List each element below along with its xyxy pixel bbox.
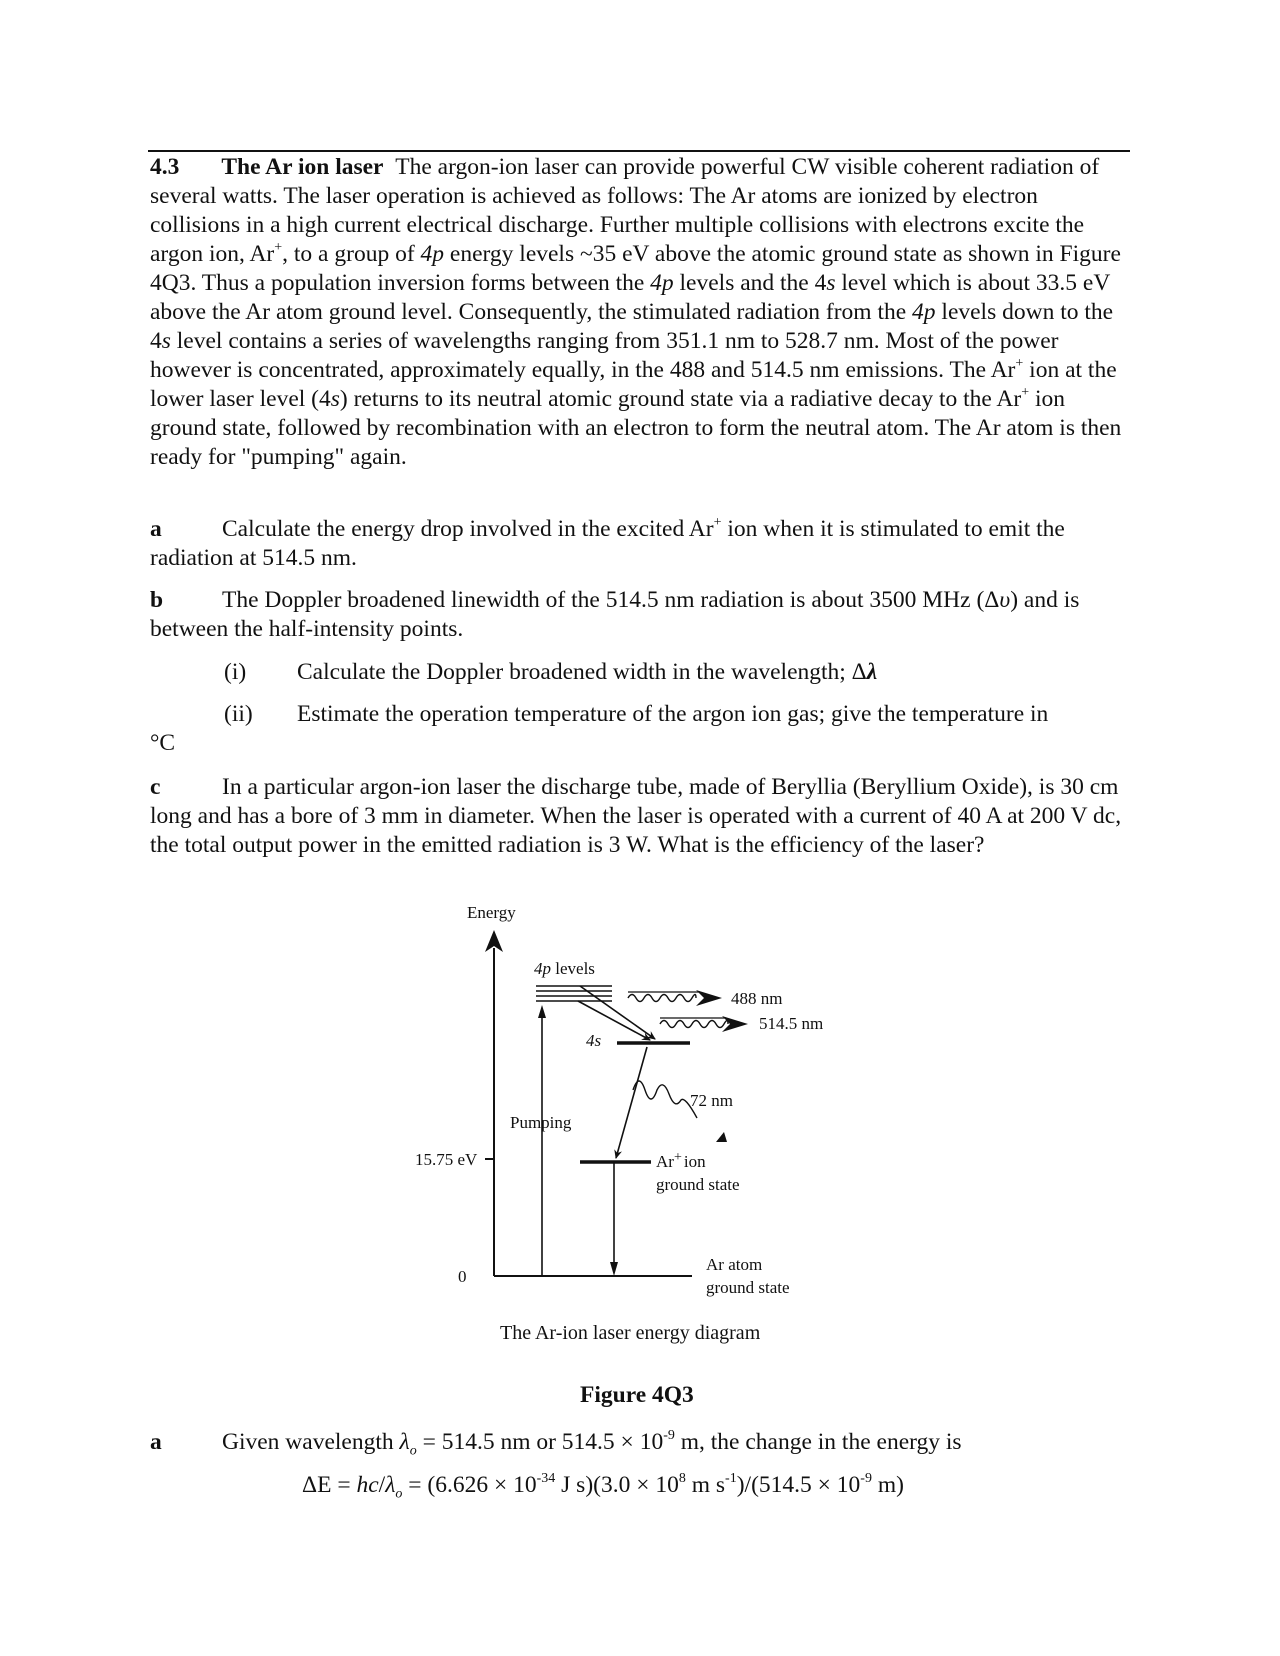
- superscript: -9: [663, 1428, 675, 1444]
- part-b-label: b: [150, 587, 164, 613]
- atom-ground-label: Ar atom: [706, 1255, 763, 1274]
- italic-nu: υ: [999, 587, 1011, 613]
- superscript: +: [713, 515, 722, 531]
- part-b-ii-label: (ii): [224, 701, 253, 727]
- italic-lambda: λ: [866, 659, 878, 685]
- superscript: -34: [536, 1471, 556, 1487]
- wl-488-label: 488 nm: [731, 989, 783, 1008]
- superscript: -1: [725, 1471, 737, 1487]
- level-4s-label: 4s: [586, 1031, 602, 1050]
- wl-514-label: 514.5 nm: [759, 1014, 824, 1033]
- pumping-label: Pumping: [510, 1113, 572, 1132]
- diagram-caption: The Ar-ion laser energy diagram: [500, 1322, 761, 1344]
- photon-72-arrowhead: [716, 1132, 727, 1142]
- photon-72-wave: [633, 1081, 697, 1118]
- part-b-i-text: Calculate the Doppler broadened width in the wavelength; Δ: [297, 659, 867, 685]
- intro-text: The argon-ion laser can provide powerful CW visible coherent radiation of several watts. The laser operation is achieved as follows: The Ar atoms are ionized by electron collisions in a high current electrical discharge. Further multiple collisions with electrons excite the argon ion, Ar: [150, 154, 1100, 267]
- part-c-label: c: [150, 774, 161, 800]
- problem-number: 4.3: [150, 154, 180, 180]
- solution-a-line2: [302, 1471, 1132, 1509]
- solution-a-label: a: [150, 1429, 162, 1455]
- italic-4p: 4p: [912, 299, 936, 325]
- solution-text: m): [871, 1472, 904, 1498]
- superscript: +: [1015, 356, 1024, 372]
- part-a-label: a: [150, 516, 162, 542]
- subscript-o: o: [409, 1443, 417, 1459]
- recombination-arrowhead: [610, 1262, 618, 1276]
- superscript: 8: [678, 1471, 686, 1487]
- italic-lambda: λ: [399, 1429, 410, 1455]
- photon-514-wave: [660, 1021, 728, 1028]
- italic-s: s: [826, 270, 836, 296]
- problem-title: The Ar ion laser: [221, 154, 384, 180]
- intro-text: ) returns to its neutral atomic ground state via a radiative decay to the Ar: [339, 386, 1022, 412]
- part-b-text: ) and is between the half-intensity points.: [150, 587, 1080, 642]
- italic-hc: hc: [356, 1472, 379, 1498]
- solution-text: m s: [685, 1472, 726, 1498]
- part-b-ii-text: Estimate the operation temperature of the argon ion gas; give the temperature in: [297, 701, 1049, 727]
- transition-4s-to-ion-ground: [616, 1047, 647, 1158]
- part-b-ii-unit: °C: [150, 730, 176, 756]
- atom-ground-label-2: ground state: [706, 1278, 790, 1297]
- energy-axis-label: Energy: [467, 903, 516, 922]
- superscript: -9: [860, 1471, 872, 1487]
- part-b-i-label: (i): [224, 659, 247, 685]
- solution-text: J s)(3.0 × 10: [555, 1472, 679, 1498]
- solution-text: m, the change in the energy is: [674, 1429, 962, 1455]
- photon-488-wave: [628, 995, 696, 1002]
- wl-72-label: 72 nm: [690, 1091, 733, 1110]
- ion-ground-label: Ar+ ion: [656, 1150, 706, 1171]
- figure-label: Figure 4Q3: [580, 1382, 694, 1408]
- solution-text: = (6.626 × 10: [402, 1472, 537, 1498]
- part-a-text: Calculate the energy drop involved in the excited Ar: [222, 516, 714, 542]
- solution-text: Given wavelength: [222, 1429, 400, 1455]
- pumping-arrowhead: [538, 1005, 546, 1018]
- intro-text: level contains a series of wavelengths ranging from 351.1 nm to 528.7 nm. Most of the power however is concentrated, approximately equally, in the 488 and 514.5 nm emissions. The Ar: [150, 328, 1059, 383]
- subscript-o: o: [395, 1486, 403, 1502]
- part-c-text: In a particular argon-ion laser the discharge tube, made of Beryllia (Beryllium Oxide), is 30 cm long and has a bore of 3 mm in diameter. When the laser is operated with a current of 40 A at 200 V dc, the total output power in the emitted radiation is 3 W. What is the efficiency of the laser?: [150, 774, 1122, 858]
- intro-text: , to a group of: [282, 241, 421, 267]
- part-b-text: The Doppler broadened linewidth of the 514.5 nm radiation is about 3500 MHz (Δ: [222, 587, 1000, 613]
- italic-4p: 4p: [650, 270, 674, 296]
- intro-text: ion at the lower laser level (4: [150, 357, 1117, 412]
- italic-s: s: [161, 328, 171, 354]
- levels-4p-label: 4p levels: [534, 959, 595, 978]
- italic-4p: 4p: [420, 241, 445, 267]
- intro-text: level which is about 33.5 eV above the Ar atom ground level. Consequently, the stimulated radiation from the: [150, 270, 1110, 325]
- superscript: +: [1021, 385, 1030, 401]
- solution-text: = 514.5 nm or 514.5 × 10: [416, 1429, 664, 1455]
- part-a-text: ion when it is stimulated to emit the radiation at 514.5 nm.: [150, 516, 1065, 571]
- italic-s: s: [330, 386, 340, 412]
- solution-text: /: [378, 1472, 386, 1498]
- intro-text: ion ground state, followed by recombination with an electron to form the neutral atom. The Ar atom is then ready for "pumping" again.: [150, 386, 1122, 470]
- italic-lambda: λ: [385, 1472, 396, 1498]
- solution-text: =: [331, 1472, 357, 1498]
- zero-label: 0: [458, 1267, 467, 1286]
- intro-text: levels and the 4: [673, 270, 827, 296]
- ev-label: 15.75 eV: [415, 1150, 478, 1169]
- superscript: +: [274, 240, 283, 256]
- solution-a-line1: [150, 1428, 1130, 1466]
- ion-ground-label-2: ground state: [656, 1175, 740, 1194]
- solution-text: )/(514.5 × 10: [736, 1472, 861, 1498]
- intro-text: levels down to the 4: [150, 299, 1114, 354]
- solution-text: ΔE: [302, 1472, 332, 1498]
- intro-text: energy levels ~35 eV above the atomic ground state as shown in Figure 4Q3. Thus a population inversion forms between the: [150, 241, 1121, 296]
